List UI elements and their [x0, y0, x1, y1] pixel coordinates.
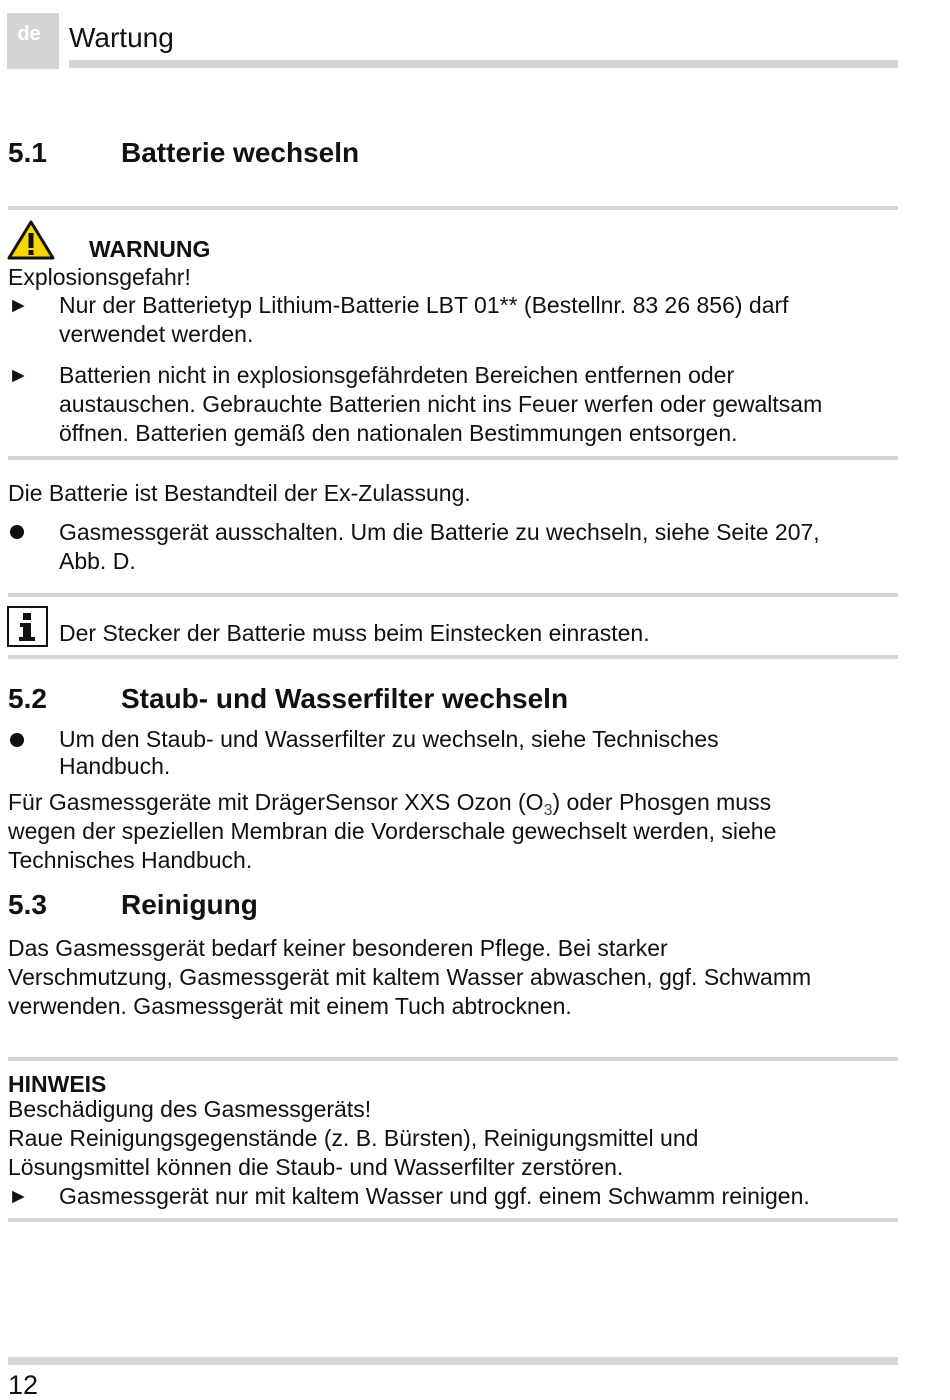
ozone-paragraph-line-1: [8, 788, 908, 817]
notice-top-rule: [8, 1057, 898, 1061]
ozone-text-post: ) oder Phosgen muss: [552, 789, 772, 815]
info-icon: [7, 606, 48, 647]
ozone-paragraph-line-3: Technisches Handbuch.: [8, 847, 253, 873]
warning-item-1: [59, 291, 909, 349]
notice-text-line-2: Lösungsmittel können die Staub- und Wasserfilter zerstören.: [8, 1154, 624, 1180]
warning-label: WARNUNG: [89, 236, 211, 262]
ozone-subscript: 3: [543, 802, 553, 819]
section-5-3-number: 5.3: [8, 889, 47, 920]
filter-step-line-1: Um den Staub- und Wasserfilter zu wechseln, siehe Technisches: [59, 726, 719, 752]
arrow-bullet: ►: [8, 294, 29, 317]
notice-text-line-1: Raue Reinigungsgegenstände (z. B. Bürsten), Reinigungsmittel und: [8, 1125, 699, 1151]
ozone-text-pre: Für Gasmessgeräte mit DrägerSensor XXS Ozon (O: [8, 789, 544, 815]
page-number: 12: [8, 1370, 39, 1400]
notice-label: HINWEIS: [8, 1071, 107, 1097]
info-bottom-rule: [8, 655, 898, 659]
battery-step: [59, 518, 909, 576]
warning-item-2-line-1: Batterien nicht in explosionsgefährdeten Bereichen entfernen oder: [59, 362, 735, 388]
section-5-3-title: Reinigung: [121, 889, 258, 920]
arrow-bullet: ►: [8, 364, 29, 387]
notice-subtitle: Beschädigung des Gasmessgeräts!: [8, 1096, 372, 1122]
notice-text: [8, 1124, 908, 1182]
cleaning-paragraph-line-2: Verschmutzung, Gasmessgerät mit kaltem Wasser abwaschen, ggf. Schwamm: [8, 964, 812, 990]
bullet-dot: [10, 733, 24, 747]
ozone-paragraph: [8, 788, 908, 875]
warning-item-2-line-3: öffnen. Batterien gemäß den nationalen Bestimmungen entsorgen.: [59, 420, 738, 446]
warning-subtitle: Explosionsgefahr!: [8, 264, 191, 290]
notice-bottom-rule: [8, 1218, 898, 1222]
bullet-dot: [10, 525, 24, 539]
warning-top-rule: [8, 206, 898, 210]
warning-bottom-rule: [8, 456, 898, 460]
cleaning-paragraph: [8, 934, 908, 1021]
info-top-rule: [8, 593, 898, 597]
section-5-2-number: 5.2: [8, 683, 47, 714]
header-title: Wartung: [69, 22, 174, 53]
battery-step-line-2: Abb. D.: [59, 548, 136, 574]
section-5-2-title: Staub- und Wasserfilter wechseln: [121, 683, 569, 714]
header-rule: [69, 60, 898, 68]
cleaning-paragraph-line-3: verwenden. Gasmessgerät mit einem Tuch abtrocknen.: [8, 993, 572, 1019]
language-tag: de: [7, 13, 59, 69]
battery-note-paragraph: Die Batterie ist Bestandteil der Ex-Zulassung.: [8, 480, 471, 506]
cleaning-paragraph-line-1: Das Gasmessgerät bedarf keiner besonderen Pflege. Bei starker: [8, 935, 668, 961]
warning-item-1-line-2: verwendet werden.: [59, 321, 254, 347]
arrow-bullet: ►: [8, 1185, 29, 1208]
warning-item-1-line-1: Nur der Batterietyp Lithium-Batterie LBT 01** (Bestellnr. 83 26 856) darf: [59, 292, 789, 318]
section-5-1-title: Batterie wechseln: [121, 137, 360, 168]
notice-action: Gasmessgerät nur mit kaltem Wasser und ggf. einem Schwamm reinigen.: [59, 1183, 810, 1209]
ozone-paragraph-line-2: wegen der speziellen Membran die Vorderschale gewechselt werden, siehe: [8, 818, 777, 844]
warning-item-2: [59, 361, 909, 448]
section-5-1-number: 5.1: [8, 137, 47, 168]
battery-step-line-1: Gasmessgerät ausschalten. Um die Batterie zu wechseln, siehe Seite 207,: [59, 519, 820, 545]
warning-triangle-icon: [6, 219, 56, 261]
filter-step-line-2: Handbuch.: [59, 753, 171, 779]
filter-step: [59, 726, 909, 780]
info-text: Der Stecker der Batterie muss beim Einstecken einrasten.: [59, 620, 650, 646]
footer-rule: [8, 1357, 898, 1365]
warning-item-2-line-2: austauschen. Gebrauchte Batterien nicht ins Feuer werfen oder gewaltsam: [59, 391, 823, 417]
